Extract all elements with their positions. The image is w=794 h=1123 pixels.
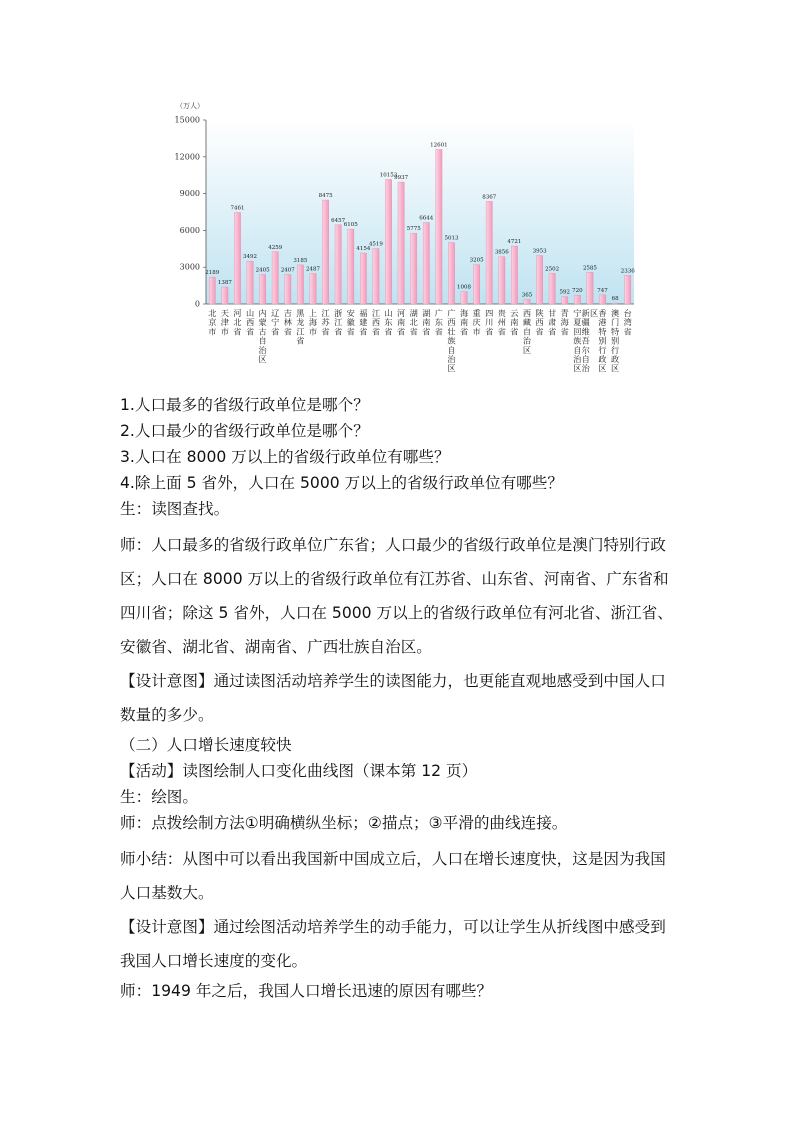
x-tick-char: 河 — [397, 308, 406, 318]
x-tick-char: 省 — [245, 326, 255, 337]
x-tick-label — [498, 308, 507, 336]
x-tick-char: 族 — [573, 335, 582, 346]
x-tick-char: 市 — [472, 326, 481, 337]
x-tick-char: 省 — [535, 326, 544, 337]
x-tick-label — [309, 308, 318, 336]
x-tick-char: 黑 — [296, 308, 305, 318]
x-tick-char: 省 — [321, 326, 330, 337]
x-tick-char: 州 — [497, 317, 506, 328]
x-tick-char: 治 — [573, 354, 582, 364]
x-tick-label — [284, 308, 293, 336]
x-tick-char: 天 — [220, 308, 229, 318]
x-tick-label — [372, 308, 381, 336]
x-tick-char: 山 — [384, 308, 393, 318]
population-bar-chart — [160, 92, 640, 382]
bar-value-label: 4154 — [356, 246, 371, 253]
chart-svg — [160, 92, 640, 382]
x-tick-char: 行 — [598, 344, 607, 355]
x-tick-char: 市 — [308, 326, 318, 337]
bar-value-label: 4721 — [507, 239, 522, 246]
x-tick-char: 省 — [359, 326, 368, 337]
x-tick-char: 西 — [447, 317, 456, 328]
x-tick-char: 蒙 — [258, 317, 267, 328]
x-tick-char: 特 — [598, 326, 607, 337]
bar — [285, 274, 291, 304]
x-tick-char: 台 — [623, 308, 632, 318]
x-tick-char: 青 — [560, 308, 569, 318]
x-tick-char: 治 — [447, 354, 456, 364]
x-tick-label — [435, 308, 444, 336]
bar — [310, 273, 316, 304]
x-tick-label — [233, 308, 242, 336]
document-body — [120, 392, 680, 1004]
bar-value-label: 6644 — [419, 215, 434, 222]
x-tick-char: 安 — [346, 308, 355, 318]
question-2: 2.人口最少的省级行政单位是哪个？ — [120, 422, 369, 440]
x-tick-label — [460, 308, 469, 336]
x-tick-char: 内 — [258, 308, 267, 318]
x-tick-char: 宁 — [573, 308, 582, 318]
x-tick-label — [624, 308, 633, 336]
bar-value-label: 3205 — [469, 257, 484, 264]
bar-value-label: 68 — [611, 296, 619, 303]
x-tick-char: 河 — [233, 308, 242, 318]
x-tick-char: 西 — [245, 317, 255, 328]
x-tick-char: 治 — [522, 335, 532, 346]
x-tick-char: 西 — [535, 317, 544, 328]
design-intent-1: 【设计意图】通过读图活动培养学生的读图能力，也更能直观地感受到中国人口数量的多少。 — [120, 672, 666, 724]
x-tick-char: 省 — [296, 335, 305, 346]
x-tick-char: 省 — [548, 326, 557, 337]
bar-value-label: 6105 — [343, 222, 358, 229]
x-tick-char: 重 — [472, 308, 481, 318]
x-tick-char: 香 — [598, 308, 607, 318]
x-tick-char: 省 — [283, 326, 292, 337]
bar-value-label: 12601 — [430, 142, 448, 149]
x-tick-char: 省 — [510, 326, 519, 337]
bar-value-label: 2487 — [306, 266, 320, 273]
bar-value-label: 8475 — [318, 193, 333, 200]
x-tick-char: 海 — [560, 317, 569, 328]
x-tick-char: 港 — [598, 317, 607, 328]
bar — [486, 201, 492, 304]
bar — [448, 243, 454, 304]
bar — [612, 303, 618, 304]
x-tick-char: 湖 — [422, 308, 431, 318]
bar-value-label: 747 — [597, 287, 608, 294]
x-tick-char: 浙 — [334, 308, 343, 318]
x-tick-char: 省 — [397, 326, 406, 337]
bar — [524, 300, 530, 304]
x-tick-label — [334, 308, 343, 336]
x-tick-char: 北 — [409, 317, 418, 328]
x-tick-char: 省 — [434, 326, 443, 337]
x-tick-char: 云 — [510, 308, 519, 318]
bar-value-label: 2407 — [280, 267, 295, 274]
bar-value-label: 3492 — [243, 254, 258, 261]
x-tick-label — [246, 308, 255, 336]
x-tick-char: 特 — [611, 326, 620, 337]
x-tick-char: 江 — [371, 308, 381, 318]
x-tick-char: 区 — [611, 363, 620, 374]
bar — [209, 277, 215, 304]
x-tick-char: 吾 — [581, 335, 590, 346]
bar-value-label: 592 — [559, 289, 571, 296]
x-tick-char: 区 — [447, 363, 456, 374]
x-tick-char: 别 — [598, 335, 607, 346]
section-heading: （二）人口增长速度较快 — [120, 736, 292, 754]
x-tick-char: 市 — [208, 326, 217, 337]
question-3: 3.人口在 8000 万以上的省级行政单位有哪些？ — [120, 448, 450, 466]
x-tick-char: 省 — [422, 326, 431, 337]
x-tick-char: 壮 — [447, 326, 456, 337]
teacher-summary: 师小结：从图中可以看出我国新中国成立后，人口在增长速度快，这是因为我国人口基数大。 — [120, 850, 666, 902]
x-tick-char: 区 — [590, 308, 599, 318]
x-tick-char: 肃 — [548, 317, 557, 328]
bar — [549, 273, 555, 304]
x-tick-label — [485, 308, 494, 336]
bar — [423, 223, 429, 304]
x-tick-label — [384, 308, 393, 336]
x-tick-char: 省 — [485, 326, 494, 337]
x-tick-label — [611, 308, 619, 373]
bar-value-label: 2405 — [255, 267, 270, 274]
bar — [436, 149, 442, 304]
bar — [348, 229, 354, 304]
bar — [322, 200, 328, 304]
x-tick-char: 省 — [371, 326, 381, 337]
bar — [587, 272, 593, 304]
student-response-2: 生：绘图。 — [120, 788, 198, 806]
bar — [511, 246, 517, 304]
x-tick-char: 湾 — [623, 317, 632, 328]
x-tick-char: 行 — [611, 344, 620, 355]
x-tick-char: 自 — [258, 335, 267, 346]
bar-value-label: 2189 — [205, 270, 220, 277]
x-tick-char: 西 — [522, 308, 532, 318]
bar — [247, 261, 253, 304]
bar — [499, 257, 505, 304]
bar-value-label: 2336 — [620, 268, 635, 275]
bar — [536, 256, 542, 304]
bar — [411, 233, 417, 304]
x-tick-char: 东 — [384, 317, 393, 328]
student-response-1: 生：读图查找。 — [120, 500, 230, 518]
bar — [272, 252, 278, 304]
x-tick-label — [548, 308, 557, 336]
final-question: 师：1949 年之后，我国人口增长迅速的原因有哪些？ — [120, 982, 493, 1000]
x-tick-label — [598, 308, 606, 373]
x-tick-char: 海 — [308, 317, 318, 328]
x-tick-label — [561, 308, 570, 336]
y-tick-label: 9000 — [179, 189, 200, 199]
x-tick-char: 广 — [434, 308, 443, 318]
x-tick-char: 治 — [258, 344, 267, 355]
bar — [373, 249, 379, 304]
x-tick-char: 吉 — [283, 308, 292, 318]
bar-value-label: 7461 — [230, 205, 245, 212]
x-tick-label — [208, 308, 216, 336]
x-tick-char: 夏 — [573, 317, 582, 328]
x-tick-char: 自 — [522, 326, 532, 337]
x-tick-label — [397, 308, 406, 336]
x-tick-char: 南 — [422, 317, 431, 328]
x-tick-char: 省 — [459, 326, 469, 337]
x-tick-label — [447, 308, 456, 373]
x-tick-char: 疆 — [581, 317, 590, 328]
activity-line: 【活动】读图绘制人口变化曲线图（课本第 12 页） — [120, 762, 478, 780]
x-tick-char: 省 — [497, 326, 506, 337]
x-tick-char: 四 — [485, 308, 494, 318]
bar — [461, 292, 467, 304]
bar — [625, 275, 631, 304]
x-tick-char: 省 — [346, 326, 355, 337]
x-tick-label — [535, 308, 544, 336]
x-tick-char: 庆 — [472, 317, 481, 328]
x-tick-char: 维 — [581, 326, 590, 337]
bar — [599, 295, 605, 304]
x-tick-label — [221, 308, 230, 336]
x-tick-char: 南 — [510, 317, 519, 328]
y-tick-label: 15000 — [174, 115, 200, 125]
x-tick-label — [296, 308, 305, 346]
x-tick-char: 自 — [581, 354, 590, 364]
question-1: 1.人口最多的省级行政单位是哪个？ — [120, 396, 369, 414]
x-tick-char: 自 — [573, 344, 582, 355]
x-tick-char: 辽 — [271, 308, 280, 318]
bar-value-label: 3953 — [532, 248, 547, 255]
plot-background — [206, 120, 634, 304]
x-tick-char: 陕 — [535, 308, 544, 318]
x-tick-char: 区 — [258, 354, 267, 364]
bar-value-label: 5775 — [406, 226, 421, 233]
x-tick-char: 政 — [598, 354, 607, 364]
y-axis-unit-label: （万人） — [176, 102, 204, 110]
y-tick-label: 0 — [194, 299, 200, 309]
x-tick-char: 宁 — [271, 317, 280, 328]
bar — [562, 297, 568, 304]
x-tick-char: 东 — [434, 317, 443, 328]
x-tick-char: 江 — [296, 326, 305, 337]
x-tick-label — [259, 308, 268, 364]
x-tick-char: 津 — [220, 317, 229, 328]
bar-value-label: 2502 — [545, 266, 560, 273]
bar — [222, 287, 228, 304]
bar — [335, 225, 341, 304]
x-tick-char: 川 — [485, 317, 494, 328]
design-intent-2: 【设计意图】通过绘图活动培养学生的动手能力，可以让学生从折线图中感受到我国人口增长速度的变化。 — [120, 918, 666, 970]
x-tick-label — [473, 308, 481, 336]
x-tick-char: 门 — [611, 317, 620, 328]
x-tick-char: 西 — [371, 317, 381, 328]
bar-value-label: 1387 — [217, 279, 232, 286]
x-tick-char: 上 — [308, 308, 318, 318]
bar — [574, 295, 580, 304]
x-tick-char: 省 — [623, 326, 632, 337]
x-tick-label — [523, 308, 532, 355]
bar-value-label: 3856 — [494, 249, 509, 256]
bar-value-label: 3185 — [293, 257, 308, 264]
x-tick-char: 苏 — [321, 317, 330, 328]
x-tick-char: 澳 — [611, 308, 620, 318]
x-tick-char: 海 — [459, 308, 469, 318]
x-tick-char: 江 — [334, 317, 343, 328]
x-tick-char: 政 — [611, 354, 620, 364]
x-tick-char: 自 — [447, 344, 456, 355]
x-tick-char: 南 — [397, 317, 406, 328]
x-tick-char: 新 — [581, 308, 590, 318]
x-tick-char: 省 — [409, 326, 418, 337]
x-tick-char: 建 — [359, 317, 368, 328]
x-tick-label — [410, 308, 419, 336]
x-tick-char: 市 — [220, 326, 229, 337]
bar-value-label: 6457 — [331, 217, 346, 224]
bar-value-label: 4519 — [368, 241, 383, 248]
x-tick-label — [510, 308, 519, 336]
x-tick-char: 林 — [283, 317, 292, 328]
bar — [234, 212, 240, 304]
bar-value-label: 1008 — [457, 284, 472, 291]
y-tick-label: 3000 — [179, 262, 200, 272]
x-tick-char: 区 — [598, 363, 607, 374]
x-tick-char: 省 — [334, 326, 343, 337]
x-tick-char: 省 — [271, 326, 280, 337]
bar-value-label: 4259 — [268, 244, 283, 251]
teacher-answer: 师：人口最多的省级行政单位广东省；人口最少的省级行政单位是澳门特别行政区；人口在 8000 万以上的省级行政单位有江苏省、山东省、河南省、广东省和四川省；除这 5 省外，人口在 5000 万以上的省级行政单位有河北省、浙江省、安徽省、湖北省、湖南省、广西壮族自治区。 — [120, 536, 673, 656]
x-tick-char: 治 — [581, 363, 590, 374]
bar-value-label: 365 — [521, 292, 533, 299]
bar — [398, 182, 404, 304]
x-tick-char: 省 — [560, 326, 569, 337]
x-tick-char: 族 — [447, 335, 456, 346]
x-tick-char: 南 — [459, 317, 469, 328]
x-tick-label — [321, 308, 330, 336]
bar-value-label: 8367 — [482, 194, 497, 201]
question-4: 4.除上面 5 省外，人口在 5000 万以上的省级行政单位有哪些？ — [120, 474, 563, 492]
x-tick-label — [271, 308, 280, 336]
x-tick-char: 省 — [233, 326, 242, 337]
x-tick-char: 龙 — [296, 317, 305, 328]
x-tick-char: 回 — [573, 326, 582, 337]
bar — [474, 265, 480, 304]
x-tick-char: 区 — [522, 344, 532, 355]
x-tick-label — [422, 308, 431, 336]
x-tick-char: 区 — [573, 363, 582, 374]
x-tick-label — [582, 308, 599, 373]
x-tick-char: 贵 — [497, 308, 506, 318]
teacher-method: 师：点拨绘制方法①明确横纵坐标；②描点；③平滑的曲线连接。 — [120, 814, 568, 832]
bar-value-label: 720 — [572, 288, 583, 295]
x-tick-label — [359, 308, 368, 336]
x-tick-char: 甘 — [548, 308, 557, 318]
bar-value-label: 2585 — [582, 265, 597, 272]
x-tick-char: 湖 — [409, 308, 418, 318]
bar — [360, 253, 366, 304]
bar — [297, 265, 303, 304]
x-tick-char: 藏 — [522, 317, 532, 328]
bar — [260, 274, 266, 304]
x-tick-char: 山 — [245, 308, 255, 318]
x-tick-char: 徽 — [346, 317, 355, 328]
x-tick-label — [347, 308, 356, 336]
y-tick-label: 6000 — [179, 225, 200, 235]
bar-value-label: 9937 — [394, 175, 409, 182]
x-tick-char: 尔 — [581, 344, 590, 355]
x-tick-char: 省 — [384, 326, 393, 337]
x-tick-char: 江 — [321, 308, 330, 318]
x-tick-char: 北 — [208, 308, 217, 318]
bar-value-label: 5013 — [444, 235, 459, 242]
bar — [385, 179, 391, 304]
y-tick-label: 12000 — [174, 152, 200, 162]
bar-value-label: 10153 — [379, 172, 398, 179]
x-tick-char: 广 — [447, 308, 456, 318]
x-tick-char: 北 — [233, 317, 242, 328]
x-tick-char: 福 — [359, 308, 368, 318]
x-tick-char: 古 — [258, 326, 267, 337]
x-tick-char: 别 — [611, 335, 620, 346]
x-tick-char: 京 — [208, 317, 217, 328]
